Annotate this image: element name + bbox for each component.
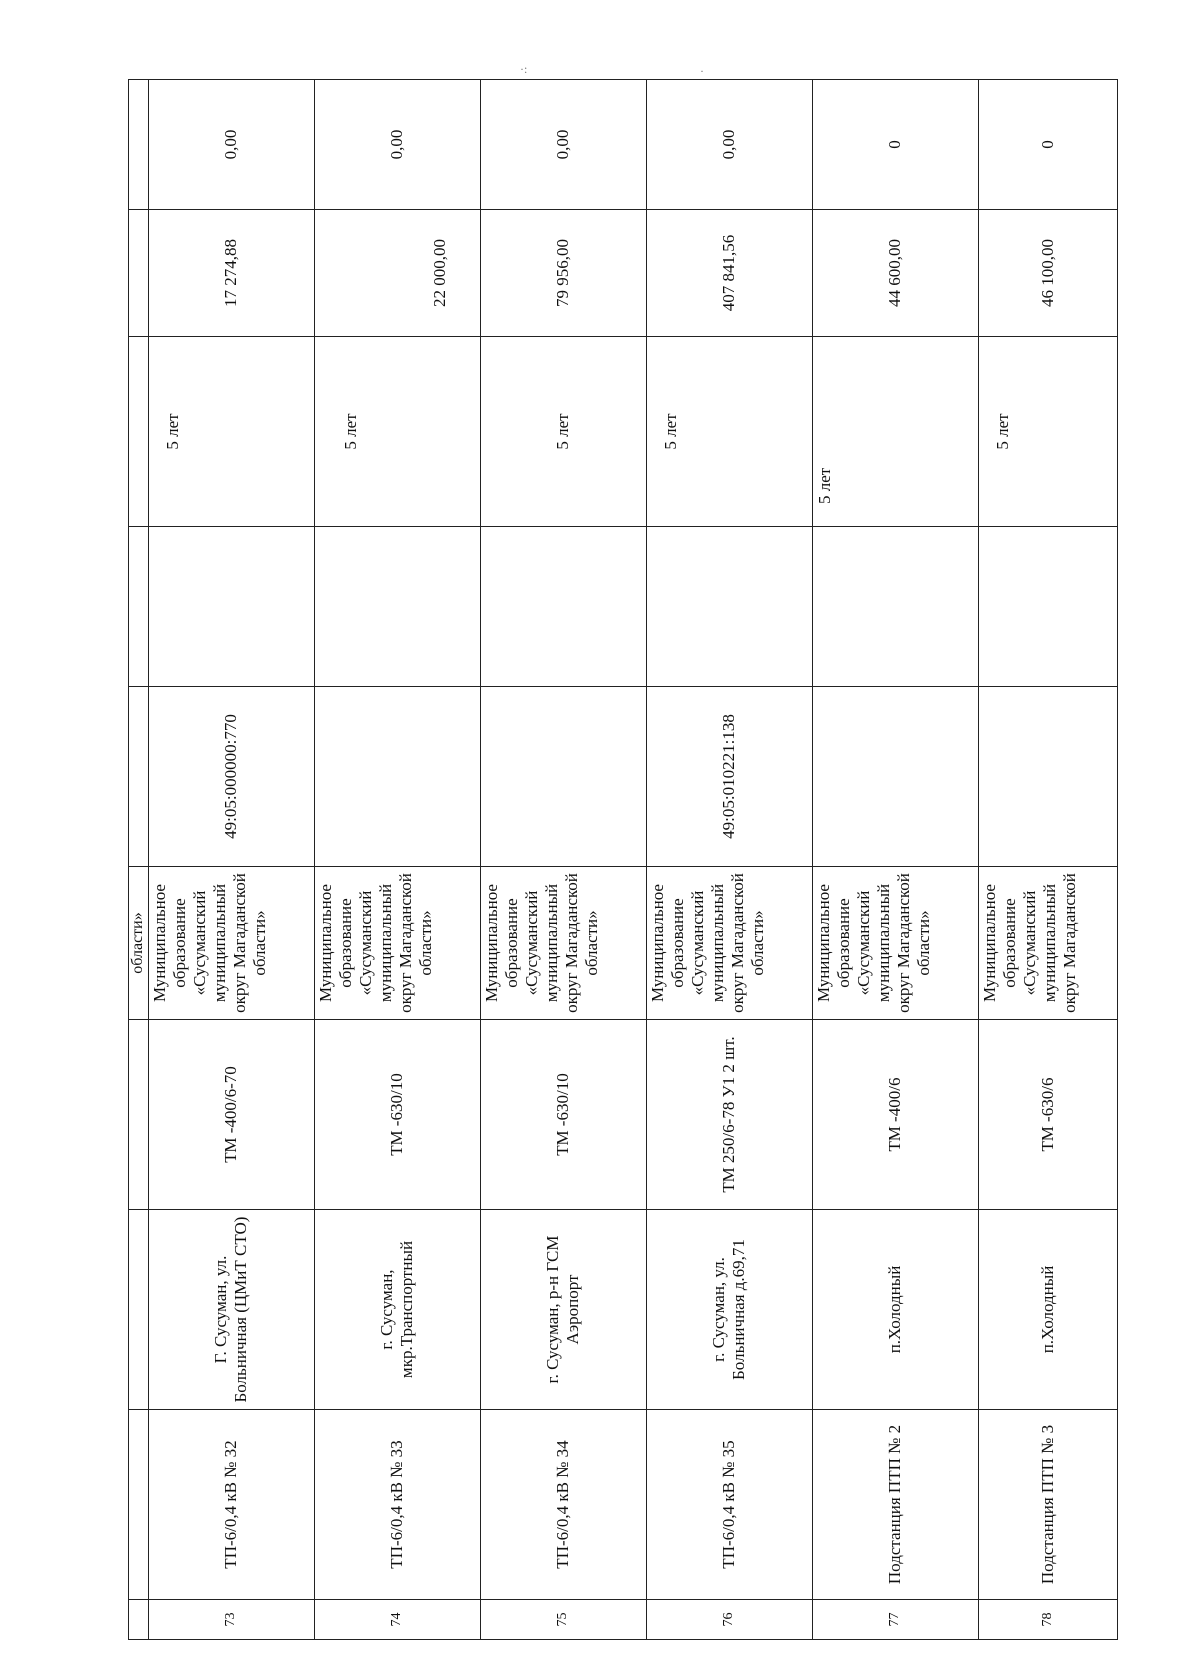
object-owner: Муниципальное образование «Сусуманский муниципальный округ Магаданской области»	[314, 867, 480, 1020]
object-address: п.Холодный	[812, 1210, 978, 1410]
balance-cost: 44 600,00	[812, 210, 978, 337]
balance-cost: 79 956,00	[480, 210, 646, 337]
row-number: 73	[148, 1600, 314, 1640]
lease-period: 5 лет	[812, 337, 978, 527]
cadastral-number	[314, 687, 480, 867]
object-characteristics: ТМ -630/10	[480, 1020, 646, 1210]
object-address: Г. Сусуман, ул. Больничная (ЦМиТ СТО)	[148, 1210, 314, 1410]
object-characteristics: ТМ -400/6-70	[148, 1020, 314, 1210]
residual-cost: 0,00	[148, 80, 314, 210]
object-name: Подстанция ПТП № 2	[812, 1410, 978, 1600]
object-characteristics: ТМ 250/6-78 У1 2 шт.	[646, 1020, 812, 1210]
cont-cell	[129, 527, 149, 687]
object-name: ТП-6/0,4 кВ № 32	[148, 1410, 314, 1600]
object-characteristics: ТМ -630/10	[314, 1020, 480, 1210]
object-owner: Муниципальное образование «Сусуманский муниципальный округ Магаданской области»	[148, 867, 314, 1020]
lease-period: 5 лет	[480, 337, 646, 527]
object-owner: Муниципальное образование «Сусуманский муниципальный округ Магаданской области»	[646, 867, 812, 1020]
cont-cell	[129, 337, 149, 527]
object-name: ТП-6/0,4 кВ № 34	[480, 1410, 646, 1600]
object-name: ТП-6/0,4 кВ № 35	[646, 1410, 812, 1600]
object-address: п.Холодный	[978, 1210, 1117, 1410]
residual-cost: 0	[812, 80, 978, 210]
table-row	[978, 80, 1117, 1640]
cont-cell	[129, 80, 149, 210]
object-owner: Муниципальное образование «Сусуманский муниципальный округ Магаданской области»	[812, 867, 978, 1020]
encumbrance	[978, 527, 1117, 687]
table-row	[812, 80, 978, 1640]
cadastral-number	[812, 687, 978, 867]
object-address: г. Сусуман, ул. Больничная д.69,71	[646, 1210, 812, 1410]
continuation-row	[129, 80, 149, 1640]
residual-cost: 0,00	[646, 80, 812, 210]
table-row	[314, 80, 480, 1640]
encumbrance	[148, 527, 314, 687]
balance-cost: 22 000,00	[314, 210, 480, 337]
cadastral-number: 49:05:000000:770	[148, 687, 314, 867]
object-address: г. Сусуман, р-н ГСМ Аэропорт	[480, 1210, 646, 1410]
residual-cost: 0,00	[314, 80, 480, 210]
document-sheet	[128, 80, 1118, 1640]
encumbrance	[480, 527, 646, 687]
row-number: 76	[646, 1600, 812, 1640]
balance-cost: 407 841,56	[646, 210, 812, 337]
object-name: ТП-6/0,4 кВ № 33	[314, 1410, 480, 1600]
object-characteristics: ТМ -630/6	[978, 1020, 1117, 1210]
row-number: 74	[314, 1600, 480, 1640]
cont-cell	[129, 687, 149, 867]
scan-speck: ·:	[520, 62, 528, 76]
encumbrance	[646, 527, 812, 687]
row-number: 75	[480, 1600, 646, 1640]
table-row	[480, 80, 646, 1640]
cadastral-number	[978, 687, 1117, 867]
table-row	[148, 80, 314, 1640]
object-name: Подстанция ПТП № 3	[978, 1410, 1117, 1600]
cont-cell	[129, 1020, 149, 1210]
object-owner: Муниципальное образование «Сусуманский муниципальный округ Магаданской	[978, 867, 1117, 1020]
property-table	[128, 79, 1118, 1640]
balance-cost: 46 100,00	[978, 210, 1117, 337]
cont-cell	[129, 1600, 149, 1640]
lease-period: 5 лет	[646, 337, 812, 527]
encumbrance	[314, 527, 480, 687]
object-address: г. Сусуман, мкр.Транспортный	[314, 1210, 480, 1410]
cadastral-number: 49:05:010221:138	[646, 687, 812, 867]
cont-cell	[129, 1210, 149, 1410]
row-number: 78	[978, 1600, 1117, 1640]
residual-cost: 0,00	[480, 80, 646, 210]
object-characteristics: ТМ -400/6	[812, 1020, 978, 1210]
scan-speck: ·	[700, 64, 704, 78]
lease-period: 5 лет	[314, 337, 480, 527]
residual-cost: 0	[978, 80, 1117, 210]
balance-cost: 17 274,88	[148, 210, 314, 337]
encumbrance	[812, 527, 978, 687]
lease-period: 5 лет	[978, 337, 1117, 527]
cont-cell	[129, 1410, 149, 1600]
cont-owner-cell: области»	[129, 867, 149, 1020]
cont-cell	[129, 210, 149, 337]
lease-period: 5 лет	[148, 337, 314, 527]
cadastral-number	[480, 687, 646, 867]
row-number: 77	[812, 1600, 978, 1640]
table-row	[646, 80, 812, 1640]
object-owner: Муниципальное образование «Сусуманский муниципальный округ Магаданской области»	[480, 867, 646, 1020]
